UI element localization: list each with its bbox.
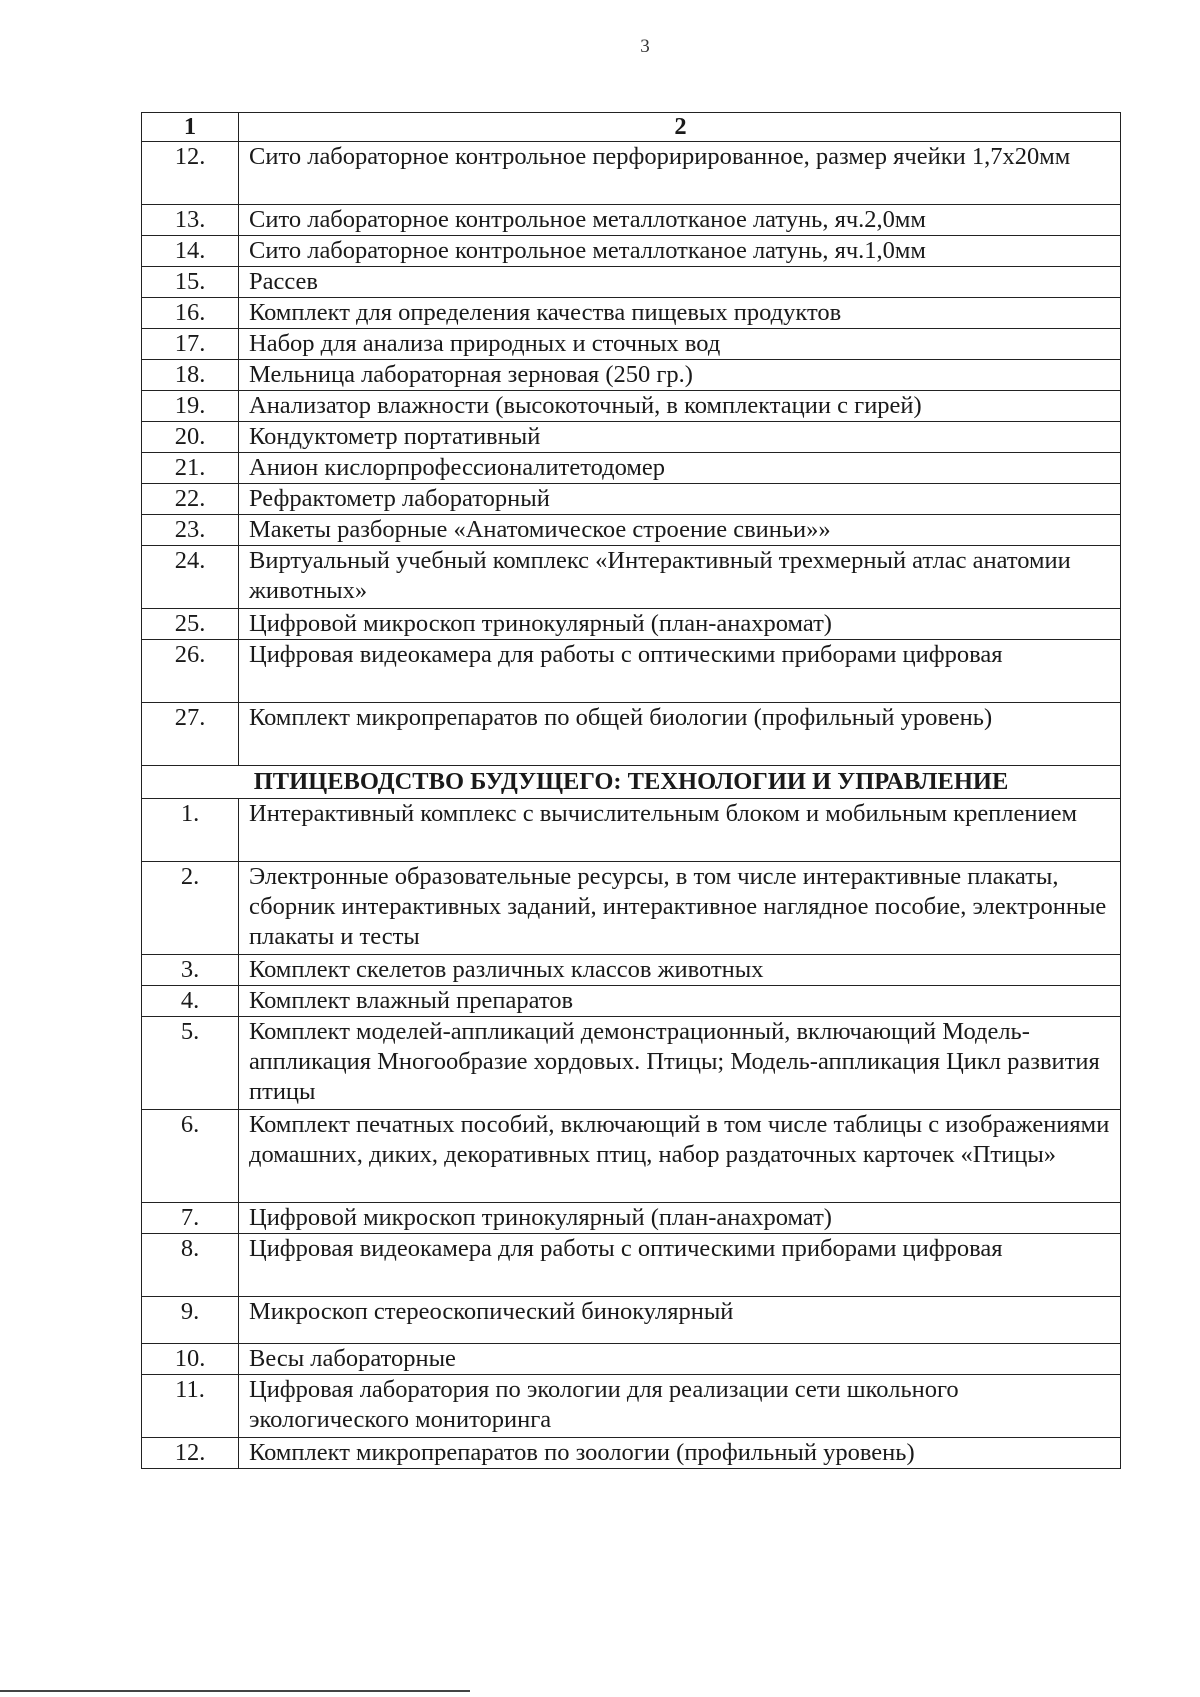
header-col-name: 2 [239,113,1121,142]
row-text: Интерактивный комплекс с вычислительным блоком и мобильным креплением [239,799,1121,862]
header-col-number: 1 [142,113,239,142]
row-text: Электронные образовательные ресурсы, в том числе интерактивные плакаты, сборник интерактивных заданий, интерактивное наглядное пособие, электронные плакаты и тесты [239,862,1121,955]
row-number: 15. [142,267,239,298]
row-text: Кондуктометр портативный [239,422,1121,453]
table-row [142,1110,1121,1203]
table-row [142,298,1121,329]
row-number: 13. [142,205,239,236]
table-row [142,1438,1121,1469]
row-text: Цифровая лаборатория по экологии для реализации сети школьного экологического мониторинга [239,1375,1121,1438]
row-number: 27. [142,703,239,766]
row-number: 17. [142,329,239,360]
row-number: 18. [142,360,239,391]
table-row [142,986,1121,1017]
row-text: Цифровой микроскоп тринокулярный (план-анахромат) [239,1203,1121,1234]
row-text: Комплект влажный препаратов [239,986,1121,1017]
row-text: Микроскоп стереоскопический бинокулярный [239,1297,1121,1344]
row-text: Комплект скелетов различных классов животных [239,955,1121,986]
row-text: Комплект для определения качества пищевых продуктов [239,298,1121,329]
table-row [142,1203,1121,1234]
row-text: Весы лабораторные [239,1344,1121,1375]
table-row [142,267,1121,298]
row-text: Цифровая видеокамера для работы с оптическими приборами цифровая [239,1234,1121,1297]
table-row [142,1297,1121,1344]
row-text: Макеты разборные «Анатомическое строение свиньи»» [239,515,1121,546]
row-text: Цифровая видеокамера для работы с оптическими приборами цифровая [239,640,1121,703]
row-text: Сито лабораторное контрольное металлотканое латунь, яч.2,0мм [239,205,1121,236]
table-row [142,546,1121,609]
row-number: 22. [142,484,239,515]
row-number: 6. [142,1110,239,1203]
table-row [142,703,1121,766]
row-number: 24. [142,546,239,609]
row-number: 12. [142,142,239,205]
table-row [142,142,1121,205]
row-number: 7. [142,1203,239,1234]
row-number: 11. [142,1375,239,1438]
row-number: 1. [142,799,239,862]
row-number: 20. [142,422,239,453]
table-row [142,484,1121,515]
table-row [142,1375,1121,1438]
row-number: 5. [142,1017,239,1110]
table-row [142,799,1121,862]
row-number: 23. [142,515,239,546]
row-text: Комплект моделей-аппликаций демонстрационный, включающий Модель-аппликация Многообразие хордовых. Птицы; Модель-аппликация Цикл развития птицы [239,1017,1121,1110]
table-row [142,609,1121,640]
table-row [142,205,1121,236]
row-number: 8. [142,1234,239,1297]
table-row [142,1017,1121,1110]
section-title: ПТИЦЕВОДСТВО БУДУЩЕГО: ТЕХНОЛОГИИ И УПРАВЛЕНИЕ [142,766,1121,799]
equipment-table [141,112,1121,1469]
row-number: 16. [142,298,239,329]
row-number: 14. [142,236,239,267]
row-number: 21. [142,453,239,484]
row-number: 19. [142,391,239,422]
table-header-row [142,113,1121,142]
row-text: Комплект микропрепаратов по общей биологии (профильный уровень) [239,703,1121,766]
table-row [142,862,1121,955]
section-header-row [142,766,1121,799]
row-text: Сито лабораторное контрольное перфорирированное, размер ячейки 1,7х20мм [239,142,1121,205]
row-text: Анализатор влажности (высокоточный, в комплектации с гирей) [239,391,1121,422]
table-row [142,1234,1121,1297]
table-row [142,391,1121,422]
row-text: Набор для анализа природных и сточных вод [239,329,1121,360]
row-text: Комплект микропрепаратов по зоологии (профильный уровень) [239,1438,1121,1469]
footer-rule [0,1690,470,1692]
table-row [142,329,1121,360]
table-row [142,453,1121,484]
row-text: Мельница лабораторная зерновая (250 гр.) [239,360,1121,391]
row-number: 9. [142,1297,239,1344]
row-text: Сито лабораторное контрольное металлотканое латунь, яч.1,0мм [239,236,1121,267]
row-number: 10. [142,1344,239,1375]
page-number: 3 [640,36,650,57]
row-number: 26. [142,640,239,703]
table-row [142,1344,1121,1375]
table-row [142,955,1121,986]
table-row [142,640,1121,703]
table-row [142,422,1121,453]
table-row [142,515,1121,546]
row-text: Цифровой микроскоп тринокулярный (план-анахромат) [239,609,1121,640]
table-row [142,360,1121,391]
row-number: 3. [142,955,239,986]
row-text: Виртуальный учебный комплекс «Интерактивный трехмерный атлас анатомии животных» [239,546,1121,609]
row-text: Рассев [239,267,1121,298]
row-text: Комплект печатных пособий, включающий в том числе таблицы с изображениями домашних, диких, декоративных птиц, набор раздаточных карточек «Птицы» [239,1110,1121,1203]
row-text: Рефрактометр лабораторный [239,484,1121,515]
row-number: 2. [142,862,239,955]
row-number: 12. [142,1438,239,1469]
row-number: 4. [142,986,239,1017]
row-text: Анион кислорпрофессионалитетодомер [239,453,1121,484]
row-number: 25. [142,609,239,640]
table-row [142,236,1121,267]
